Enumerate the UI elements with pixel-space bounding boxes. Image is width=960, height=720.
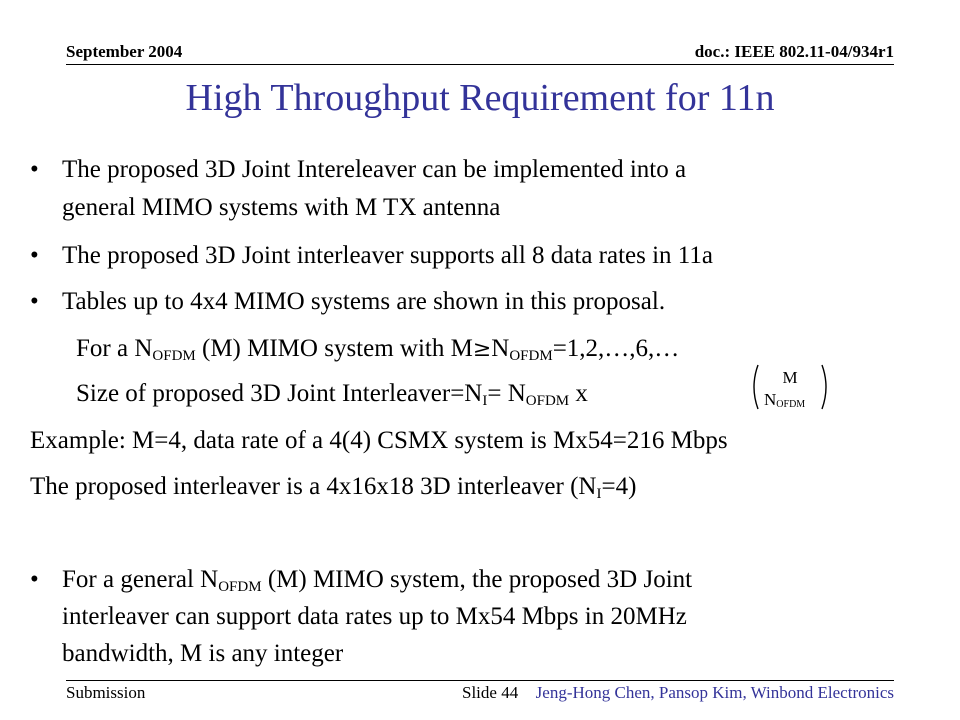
greater-equal-symbol: ≥ xyxy=(472,337,492,362)
bullet-dot: • xyxy=(30,566,39,593)
binomial-top: M xyxy=(782,368,798,387)
sub-line-ofdm-system: For a $N_{OFDM}$ (M) MIMO system with $M\ge N_{OFDM}=1,2,\dots,6,\dots$ xyxy=(76,335,680,364)
last-bullet-line-2: interleaver can support data rates up to Mx54 Mbps in 20MHz xyxy=(62,603,687,630)
sub-line-interleaver-size: Size of proposed 3D Joint $Interleaver=N_I= N_{OFDM}$ x xyxy=(76,380,588,409)
last-bullet-line-3: bandwidth, M is any integer xyxy=(62,640,344,667)
header-doc-id: doc.: IEEE 802.11-04/934r1 xyxy=(694,42,894,61)
header-date: September 2004 xyxy=(66,42,183,61)
left-paren xyxy=(754,365,758,409)
binomial-expression xyxy=(750,362,830,412)
bullet-dot: • xyxy=(30,288,39,315)
right-paren xyxy=(822,365,826,409)
footer-slide-number: Slide 44 xyxy=(462,683,519,702)
example-line-2: The proposed interleaver is a 4x16x18 3D interleaver $(N_I=4)$ xyxy=(30,473,637,502)
last-bullet-line-1: For a general $N_{OFDM}$ (M) MIMO system, the proposed 3D Joint xyxy=(62,566,693,595)
header-rule xyxy=(66,64,894,65)
footer-rule xyxy=(66,680,894,681)
example-line-1: Example: M=4, data rate of a 4(4) CSMX system is Mx54=216 Mbps xyxy=(30,427,728,454)
bullet-2-line-1: The proposed 3D Joint interleaver supports all 8 data rates in 11a xyxy=(62,242,713,269)
bullet-1-line-1: The proposed 3D Joint Intereleaver can be implemented into a xyxy=(62,156,687,183)
slide-title: High Throughput Requirement for 11n xyxy=(185,77,775,119)
binomial-bottom: NOFDM xyxy=(764,390,806,410)
footer-submission: Submission xyxy=(66,683,146,702)
bullet-dot: • xyxy=(30,242,39,269)
bullet-dot: • xyxy=(30,156,39,183)
bullet-3-line-1: Tables up to 4x4 MIMO systems are shown in this proposal. xyxy=(62,288,666,315)
footer-authors: Jeng-Hong Chen, Pansop Kim, Winbond Electronics xyxy=(535,683,894,702)
bullet-1-line-2: general MIMO systems with M TX antenna xyxy=(62,194,501,221)
